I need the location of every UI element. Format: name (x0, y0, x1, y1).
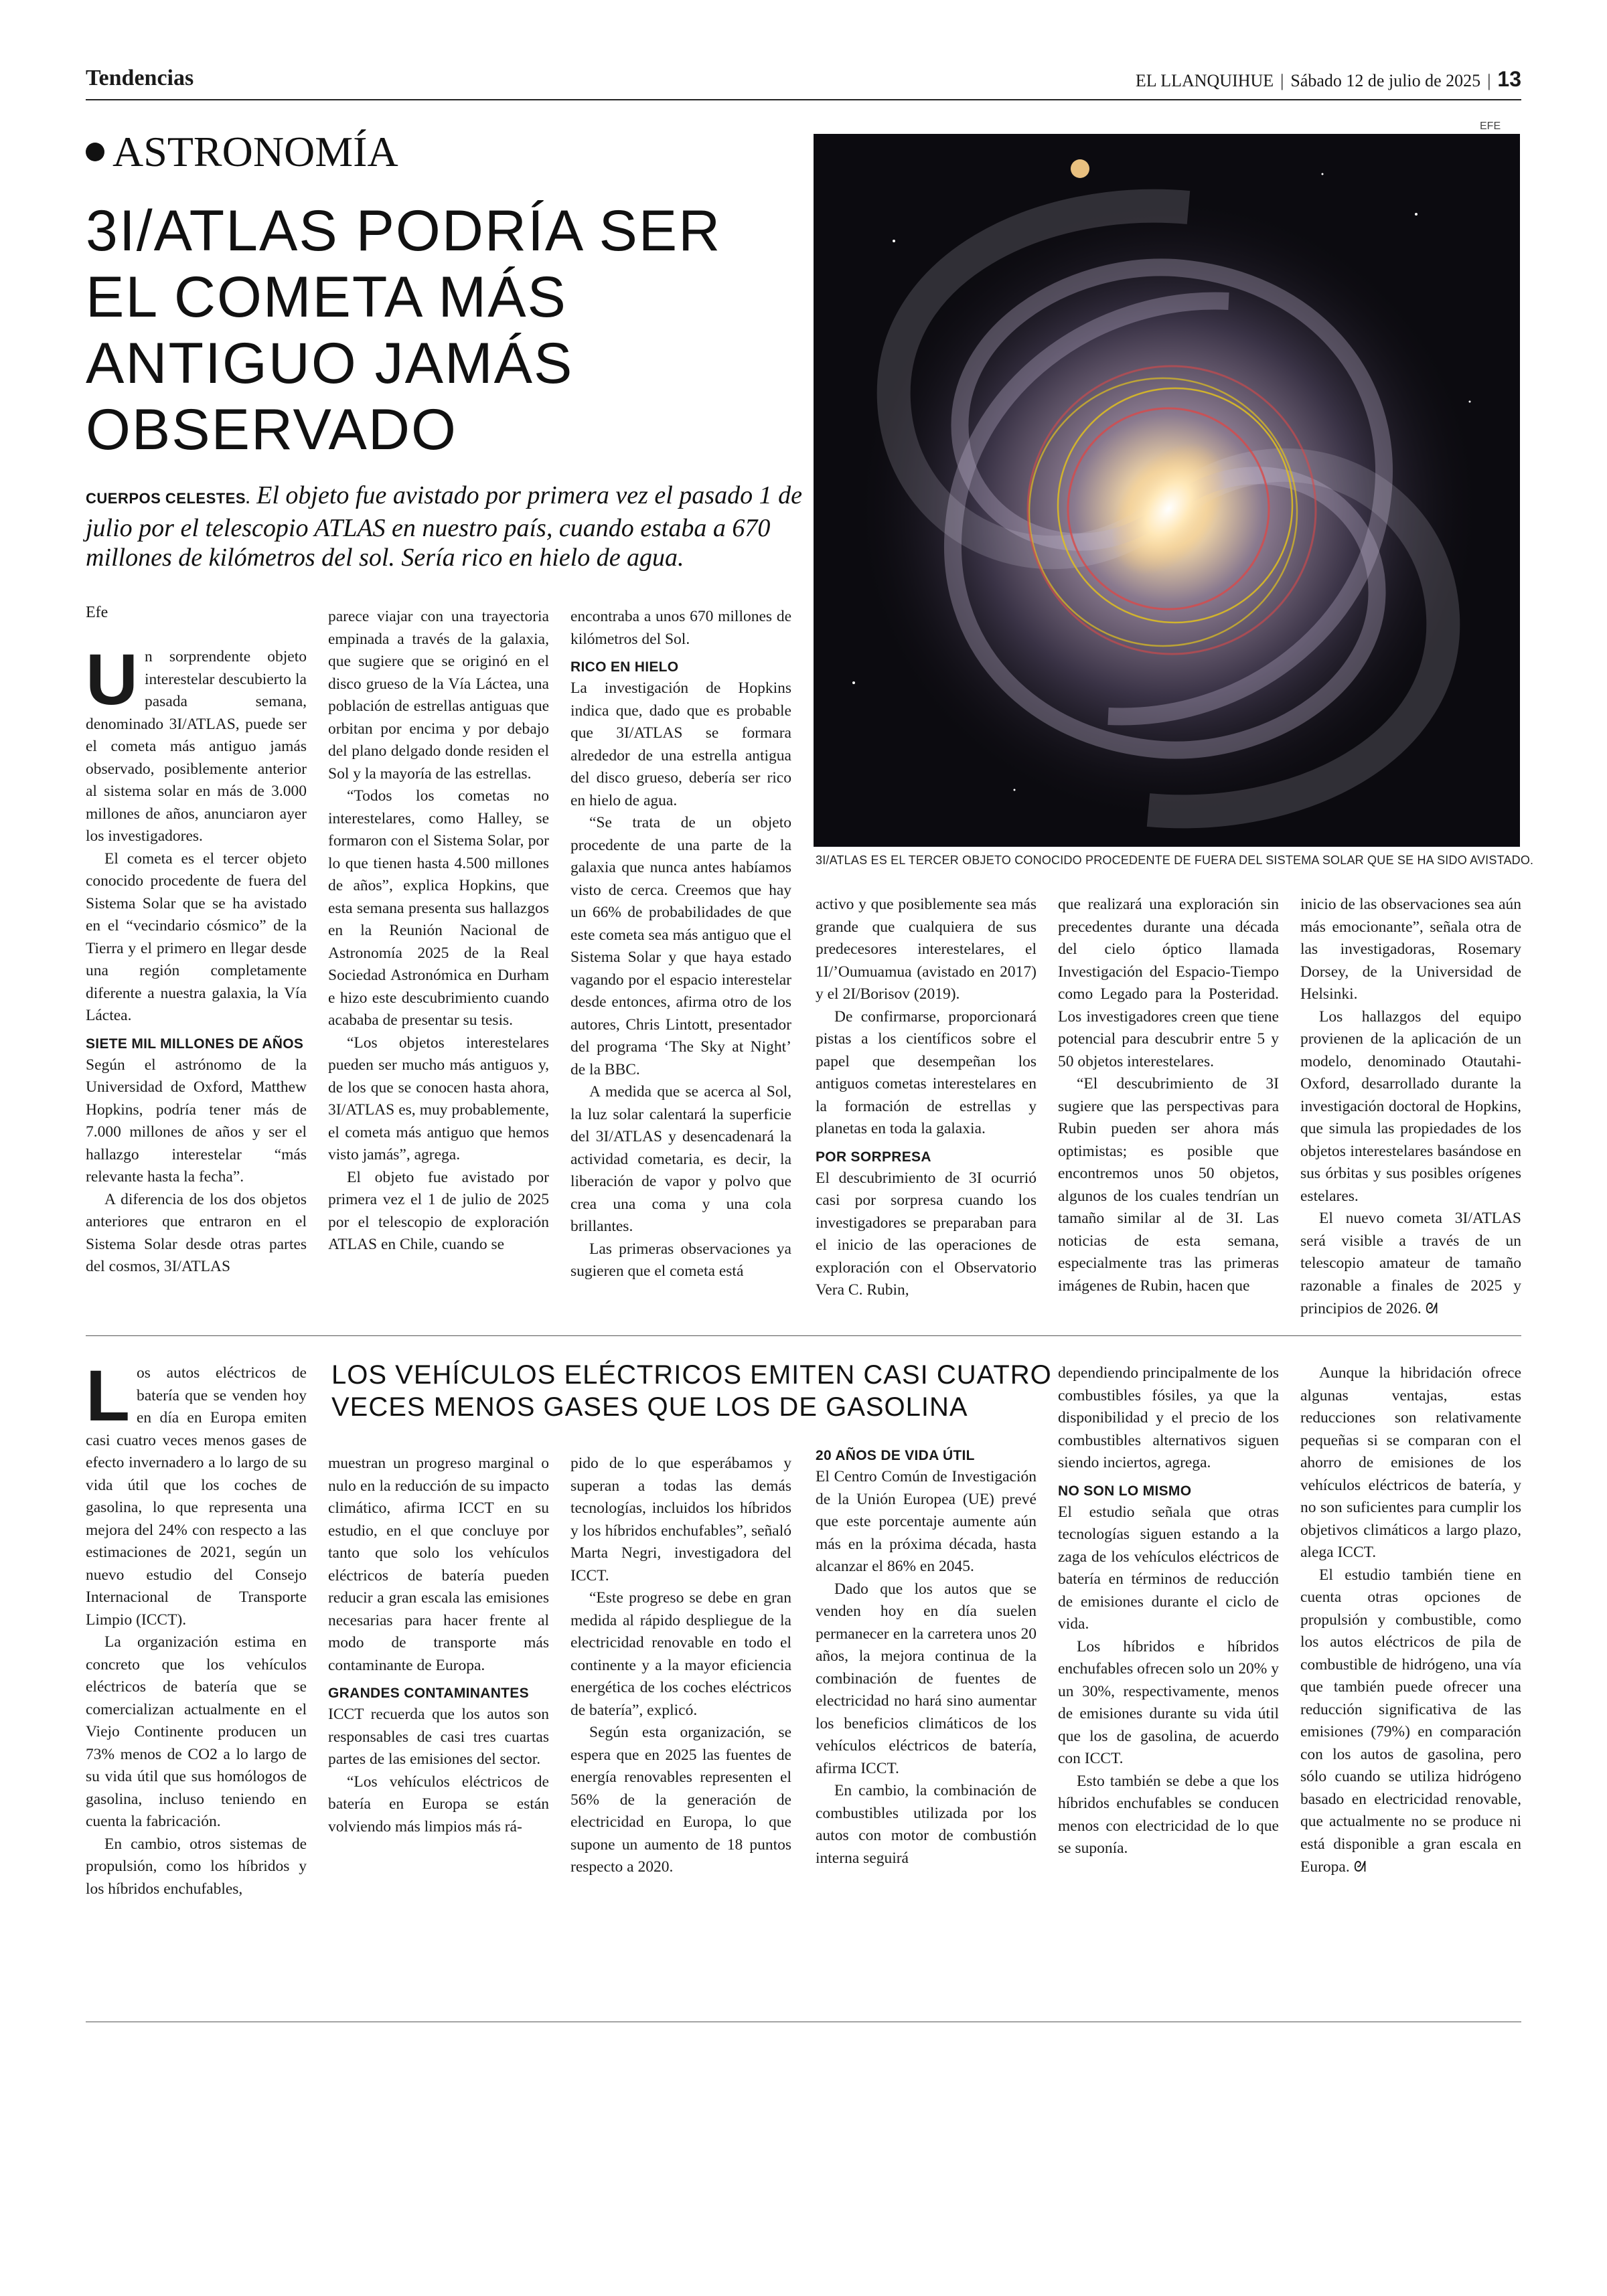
paragraph: “El descubrimiento de 3I sugiere que las perspectivas para Rubin pueden ser ahora más optimistas; es posible que encontremos unos 50 objetos, algunos de los cuales tendrían un tamaño similar al de 3I. Las noticias de esta semana, especialmente tras las primeras imágenes de Rubin, hacen que (1058, 1075, 1279, 1295)
separator: | (1487, 71, 1491, 90)
deck-lead: CUERPOS CELESTES. (86, 490, 250, 507)
headline-line: OBSERVADO (86, 398, 457, 462)
paragraph: activo y que posiblemente sea más grande que cualquiera de sus predecesores interestelares, el 1I/’Oumuamua (avistado en 2017) y el 2I/Borisov (2019). (816, 896, 1037, 1003)
bullet-icon (86, 143, 104, 161)
end-mark-icon: ᘛ (1353, 1858, 1367, 1875)
photo-credit: EFE (1480, 120, 1501, 132)
page-number: 13 (1497, 67, 1521, 91)
kicker-label: ASTRONOMÍA (112, 128, 398, 175)
paragraph: Según el astrónomo de la Universidad de Oxford, Matthew Hopkins, podría tener más de 7.000 millones de años y ser el hallazgo interestelar “más relevante hasta la fecha”. (86, 1056, 307, 1185)
article2-column-3 (570, 1453, 791, 1879)
paragraph: La investigación de Hopkins indica que, dado que es probable que 3I/ATLAS se formara alrededor de una estrella antigua del disco grueso, debería ser rico en hielo de agua. (570, 679, 791, 809)
paragraph: Según esta organización, se espera que en 2025 las fuentes de energía renovables representen el 56% de la generación de electricidad en Europa, lo que supone un aumento de 18 puntos respecto a 2020. (570, 1724, 791, 1876)
paragraph: El descubrimiento de 3I ocurrió casi por sorpresa cuando los investigadores se preparaban para el inicio de las operaciones de exploración con el Observatorio Vera C. Rubin, (816, 1169, 1037, 1299)
paragraph: Dado que los autos que se venden hoy en día suelen permanecer en la carretera unos 20 años, la mejora continua de la combinación de fuentes de electricidad no hará sino aumentar los beneficios climáticos de los vehículos eléctricos de batería, afirma ICCT. (816, 1580, 1037, 1777)
article-divider (86, 1335, 1521, 1336)
drop-cap: U (86, 639, 138, 720)
paragraph: muestran un progreso marginal o nulo en la reducción de su impacto climático, afirma ICCT en su estudio, en el que concluye por tanto que solo los vehículos eléctricos de batería pueden reducir a gran escala las emisiones necesarias para hacer frente al modo de transporte más contaminante de Europa. (328, 1455, 549, 1674)
subheading: GRANDES CONTAMINANTES (328, 1686, 529, 1701)
subheading: SIETE MIL MILLONES DE AÑOS (86, 1036, 304, 1052)
article1-column-6 (1300, 894, 1521, 1321)
paragraph: El nuevo cometa 3I/ATLAS será visible a través de un telescopio amateur de tamaño razonable a finales de 2025 y principios de 2026. (1300, 1210, 1521, 1317)
paragraph: El cometa es el tercer objeto conocido procedente de fuera del Sistema Solar que se ha avistado en el “vecindario cósmico” de la Tierra y el primero en llegar desde una región completamente diferente a nuestra galaxia, la Vía Láctea. (86, 849, 307, 1024)
subheading: NO SON LO MISMO (1058, 1483, 1192, 1499)
photo-caption: 3I/ATLAS ES EL TERCER OBJETO CONOCIDO PROCEDENTE DE FUERA DEL SISTEMA SOLAR QUE SE HA SIDO AVISTADO. (816, 853, 1534, 867)
byline: Efe (86, 604, 108, 621)
newspaper-name: EL LLANQUIHUE (1135, 71, 1274, 90)
paragraph: os autos eléctricos de batería que se venden hoy en día en Europa emiten casi cuatro veces menos gases de efecto invernadero a lo largo de su vida útil que los coches de gasolina, lo que representa una mejora del 24% con respecto a las estimaciones de 2021, según un nuevo estudio del Consejo Internacional de Transporte Limpio (ICCT). (86, 1364, 307, 1629)
paragraph: “Este progreso se debe en gran medida al rápido despliegue de la electricidad renovable en todo el continente y a la mayor eficiencia energética de los coches eléctricos de batería”, explicó. (570, 1589, 791, 1719)
paragraph: La organización estima en concreto que los vehículos eléctricos de batería que se comercializan actualmente en el Viejo Continente producen un 73% menos de CO2 a lo largo de su vida útil que sus homólogos de gasolina, incluso teniendo en cuenta la fabricación. (86, 1633, 307, 1830)
article1-column-5 (1058, 894, 1279, 1297)
headline-line: ANTIGUO JAMÁS (86, 331, 574, 396)
article-headline (86, 198, 769, 463)
article1-column-4 (816, 894, 1037, 1302)
galaxy-illustration (814, 134, 1520, 847)
paragraph: pido de lo que esperábamos y superan a todas las demás tecnologías, incluidos los híbridos y los híbridos enchufables”, señaló Marta Negri, investigadora del ICCT. (570, 1455, 791, 1584)
article2-headline (331, 1359, 1052, 1423)
subheading: RICO EN HIELO (570, 659, 679, 675)
paragraph: Los hallazgos del equipo provienen de la aplicación de un modelo, denominado Otautahi-Oxford, desarrollado durante la investigación doctoral de Hopkins, que simula las propiedades de los objetos interestelares basándose en sus órbitas y sus posibles orígenes estelares. (1300, 1007, 1521, 1205)
article1-column-3 (570, 606, 791, 1283)
paragraph: Esto también se debe a que los híbridos enchufables se conducen menos con electricidad de lo que se suponía. (1058, 1772, 1279, 1857)
end-mark-icon: ᘛ (1425, 1300, 1438, 1317)
paragraph: que realizará una exploración sin precedentes durante una década del cielo óptico llamada Investigación del Espacio-Tiempo como Legado para la Posteridad. Los investigadores creen que tiene potencial para descubrir entre 5 y 50 objetos interestelares. (1058, 896, 1279, 1070)
headline-line: EL COMETA MÁS (86, 265, 567, 329)
paragraph: En cambio, la combinación de combustibles utilizada por los autos con motor de combustión interna seguirá (816, 1782, 1037, 1867)
paragraph: “Los objetos interestelares pueden ser mucho más antiguos y, de los que se conocen hasta ahora, 3I/ATLAS es, muy probablemente, el cometa más antiguo que hemos visto jamás”, agrega. (328, 1034, 549, 1163)
header-rule (86, 99, 1521, 100)
paragraph: El Centro Común de Investigación de la Unión Europea (UE) prevé que este porcentaje aumente aún más en la próxima década, hasta alcanzar el 86% en 2045. (816, 1468, 1037, 1575)
paragraph: n sorprendente objeto interestelar descubierto la pasada semana, denominado 3I/ATLAS, puede ser el cometa más antiguo jamás observado, posiblemente anterior al sistema solar en más de 3.000 millones de años, anunciaron ayer los investigadores. (86, 648, 307, 845)
article-kicker (86, 127, 398, 177)
headline-line: 3I/ATLAS PODRÍA SER (86, 199, 722, 263)
deck-text: El objeto fue avistado por primera vez el pasado 1 de julio por el telescopio ATLAS en nuestro país, cuando estaba a 670 millones de kilómetros del sol. Sería rico en hielo de agua. (86, 481, 802, 572)
article2-column-5 (1058, 1362, 1279, 1860)
paragraph: dependiendo principalmente de los combustibles fósiles, ya que la disponibilidad y el precio de los combustibles alternativos siguen siendo inciertos, agrega. (1058, 1364, 1279, 1471)
paragraph: “Todos los cometas no interestelares, como Halley, se formaron con el Sistema Solar, por lo que tienen hasta 4.500 millones de años”, explica Hopkins, que esta semana presenta sus hallazgos en la Reunión Nacional de Astronomía 2025 de la Real Sociedad Astronómica en Durham e hizo este descubrimiento cuando acababa de presentar su tesis. (328, 787, 549, 1029)
issue-date: Sábado 12 de julio de 2025 (1290, 71, 1481, 90)
section-name: Tendencias (86, 66, 194, 90)
paragraph: ICCT recuerda que los autos son responsables de casi tres cuartas partes de las emisiones del sector. (328, 1706, 549, 1768)
paragraph: A diferencia de los dos objetos anteriores que entraron en el Sistema Solar desde otras partes del cosmos, 3I/ATLAS (86, 1190, 307, 1275)
article1-column-2 (328, 606, 549, 1256)
drop-cap: L (86, 1355, 130, 1436)
subheading: POR SORPRESA (816, 1149, 931, 1165)
paragraph: De confirmarse, proporcionará pistas a los científicos sobre el papel que desempeñan los antiguos cometas interestelares en la formación de estrellas y planetas en toda la galaxia. (816, 1007, 1037, 1137)
paragraph: El estudio también tiene en cuenta otras opciones de propulsión y combustible, como los autos eléctricos de pila de combustible de hidrógeno, una vía que también puede ofrecer una reducción significativa de las emisiones (79%) en comparación con los autos de gasolina, pero sólo cuando se utiliza hidrógeno basado en electricidad renovable, que actualmente no se produce ni está disponible a gran escala en Europa. (1300, 1566, 1521, 1876)
galaxy-photo (814, 134, 1520, 847)
paragraph: parece viajar con una trayectoria empinada a través de la galaxia, que sugiere que se originó en el disco grueso de la Vía Láctea, una población de estrellas antiguas que orbitan por encima y por debajo del plano delgado donde residen el Sol y la mayoría de las estrellas. (328, 608, 549, 783)
paragraph: Aunque la hibridación ofrece algunas ventajas, estas reducciones son relativamente pequeñas si se comparan con el ahorro de emisiones de los vehículos eléctricos de batería, y no son suficientes para cumplir los objetivos climáticos a largo plazo, alega ICCT. (1300, 1364, 1521, 1561)
headline-line: LOS VEHÍCULOS ELÉCTRICOS EMITEN CASI CUATRO (331, 1360, 1052, 1390)
paragraph: El estudio señala que otras tecnologías siguen estando a la zaga de los vehículos eléctricos de batería en términos de reducción de emisiones durante el ciclo de vida. (1058, 1503, 1279, 1633)
paragraph: El objeto fue avistado por primera vez el 1 de julio de 2025 por el telescopio de exploración ATLAS en Chile, cuando se (328, 1168, 549, 1253)
article1-column-1 (86, 639, 307, 1279)
paragraph: Los híbridos e híbridos enchufables ofrecen solo un 20% y un 30%, respectivamente, menos de emisiones durante su vida útil que los de gasolina, de acuerdo con ICCT. (1058, 1637, 1279, 1767)
paragraph: “Se trata de un objeto procedente de una parte de la galaxia que nunca antes habíamos visto de cerca. Creemos que hay un 66% de probabilidades de que este cometa sea más antiguo que el Sistema Solar y que haya estado vagando por el espacio interestelar desde entonces, afirma otro de los autores, Chris Lintott, presentador del programa ‘The Sky at Night’ de la BBC. (570, 814, 791, 1078)
paragraph: “Los vehículos eléctricos de batería en Europa se están volviendo más limpios más rá- (328, 1773, 549, 1835)
article2-column-6 (1300, 1362, 1521, 1879)
subheading: 20 AÑOS DE VIDA ÚTIL (816, 1448, 975, 1463)
paragraph: Las primeras observaciones ya sugieren que el cometa está (570, 1240, 791, 1280)
paragraph: inicio de las observaciones sea aún más emocionante”, señala otra de las investigadoras, Rosemary Dorsey, de la Universidad de Helsinki. (1300, 896, 1521, 1003)
separator: | (1280, 71, 1284, 90)
paragraph: En cambio, otros sistemas de propulsión, como los híbridos y los híbridos enchufables, (86, 1835, 307, 1898)
article-deck (86, 481, 809, 572)
paragraph: encontraba a unos 670 millones de kilómetros del Sol. (570, 608, 791, 648)
headline-line: VECES MENOS GASES QUE LOS DE GASOLINA (331, 1392, 968, 1422)
paragraph: A medida que se acerca al Sol, la luz solar calentará la superficie del 3I/ATLAS y desencadenará la actividad cometaria, es decir, la liberación de vapor y polvo que crea una coma y una cola brillantes. (570, 1083, 791, 1235)
article2-column-4 (816, 1446, 1037, 1870)
article2-column-1 (86, 1355, 307, 1900)
page-header-info (1136, 67, 1521, 92)
article2-column-2 (328, 1453, 549, 1838)
